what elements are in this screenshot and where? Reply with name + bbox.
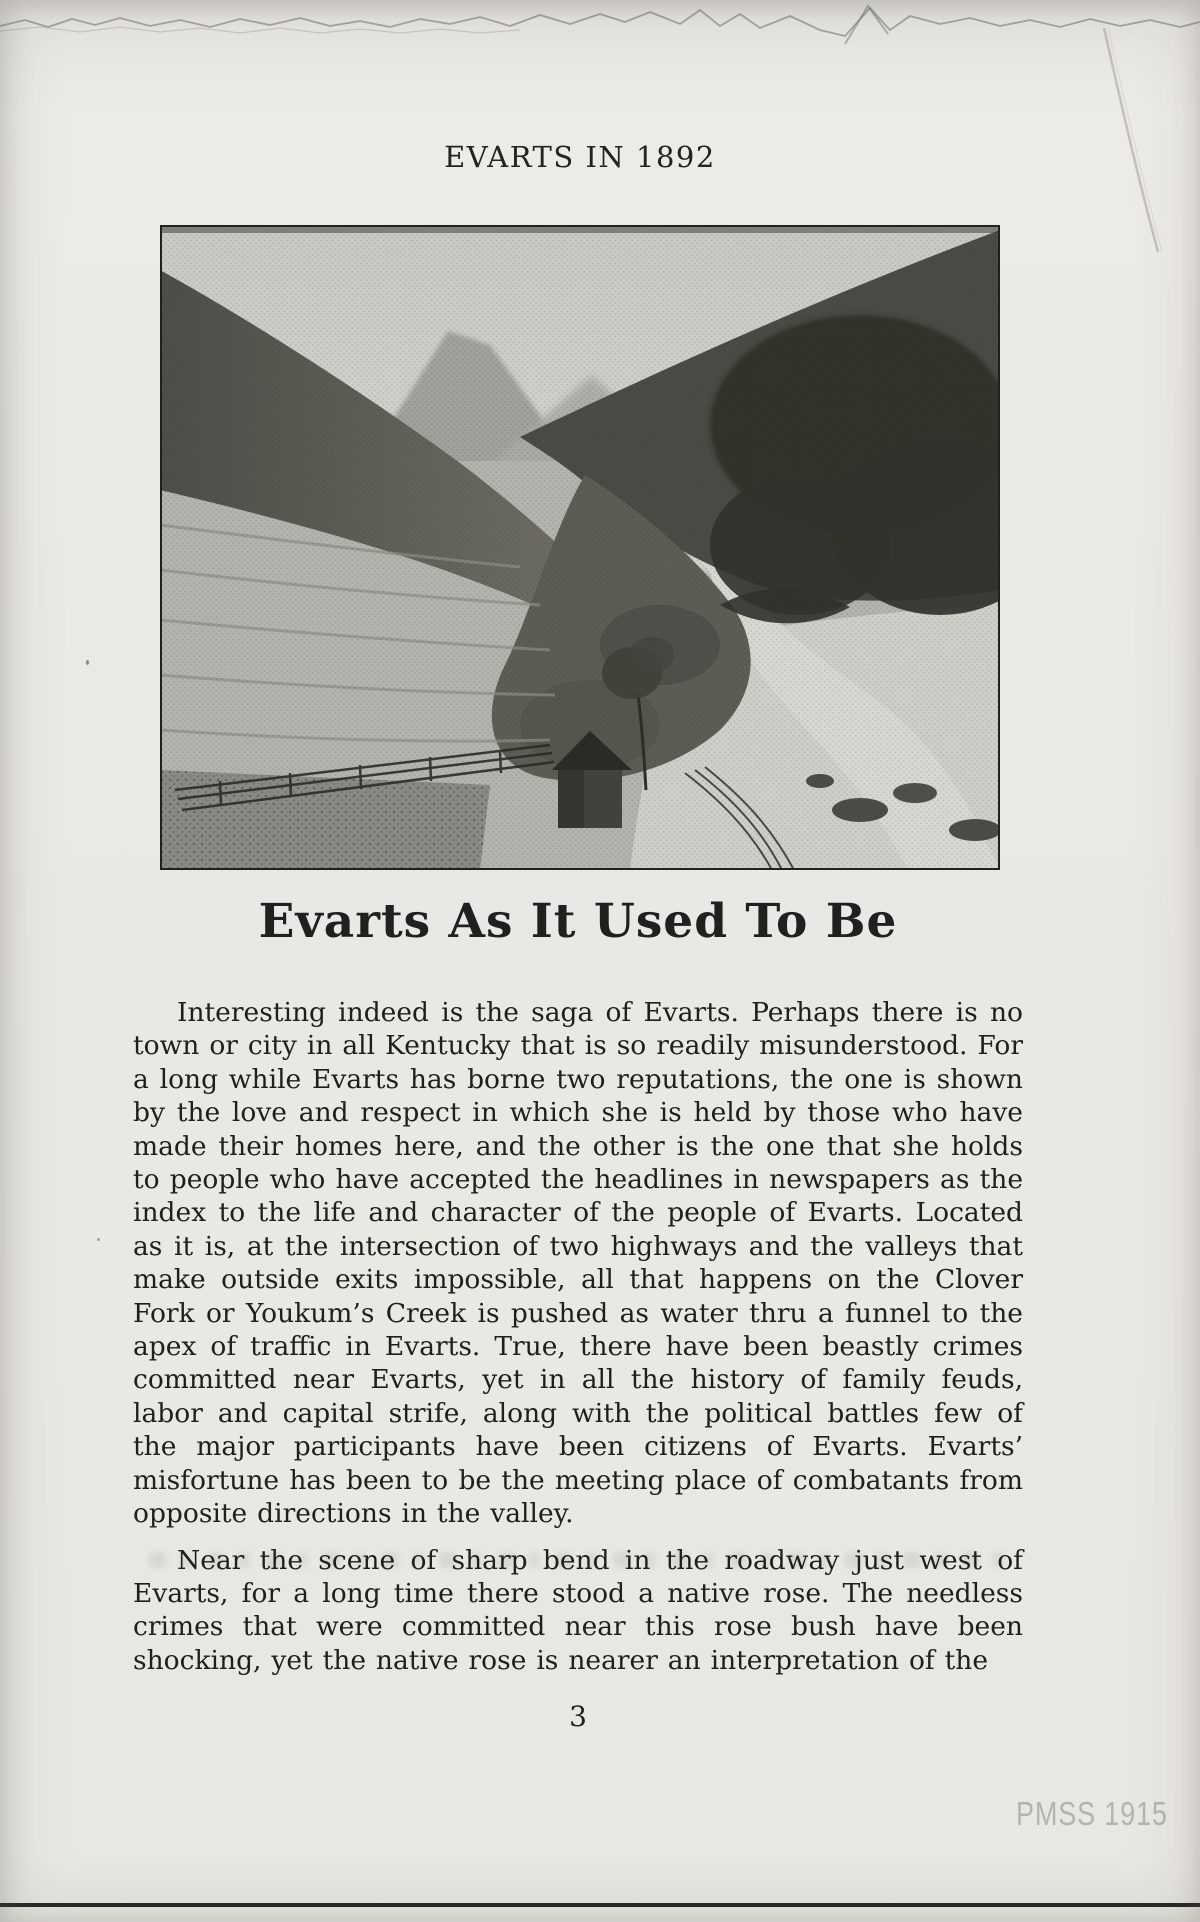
page-title: Evarts As It Used To Be bbox=[258, 894, 898, 949]
paragraph-1: Interesting indeed is the saga of Evarts. Perhaps there is no town or city in all Kentucky that is so readily misunderstood. For a long while Evarts has borne two reputations, the one is shown by the love and respect in which she is held by those who have made their homes here, and the other is the one that she holds to people who have accepted the headlines in newspapers as the index to the life and character of the people of Evarts. Located as it is, at the intersection of two highways and the valleys that make outside exits impossible, all that happens on the Clover Fork or Youkum’s Creek is pushed as water thru a funnel to the apex of traffic in Evarts. True, there have been beastly crimes committed near Evarts, yet in all the history of family feuds, labor and capital strife, along with the political battles few of the major participants have been citizens of Evarts. Evarts’ misfortune has been to be the meeting place of combatants from opposite directions in the valley. bbox=[133, 997, 1023, 1530]
page-bottom-edge bbox=[0, 1903, 1200, 1922]
article-body bbox=[133, 996, 1023, 1677]
paper-speck bbox=[86, 660, 89, 665]
photo-caption: EVARTS IN 1892 bbox=[444, 140, 716, 174]
halftone-overlay bbox=[160, 225, 1000, 870]
valley-photograph bbox=[160, 225, 1000, 870]
watermark: PMSS 1915 bbox=[1016, 1795, 1168, 1832]
paper-speck bbox=[97, 1238, 100, 1241]
paper-crease bbox=[0, 0, 1200, 300]
paragraph-2: Near the scene of sharp bend in the roadway just west of Evarts, for a long time there stood a native rose. The needless crimes that were committed near this rose bush have been shocking, yet the native rose is nearer an interpretation of the bbox=[133, 1544, 1023, 1676]
page-number: 3 bbox=[569, 1700, 587, 1733]
